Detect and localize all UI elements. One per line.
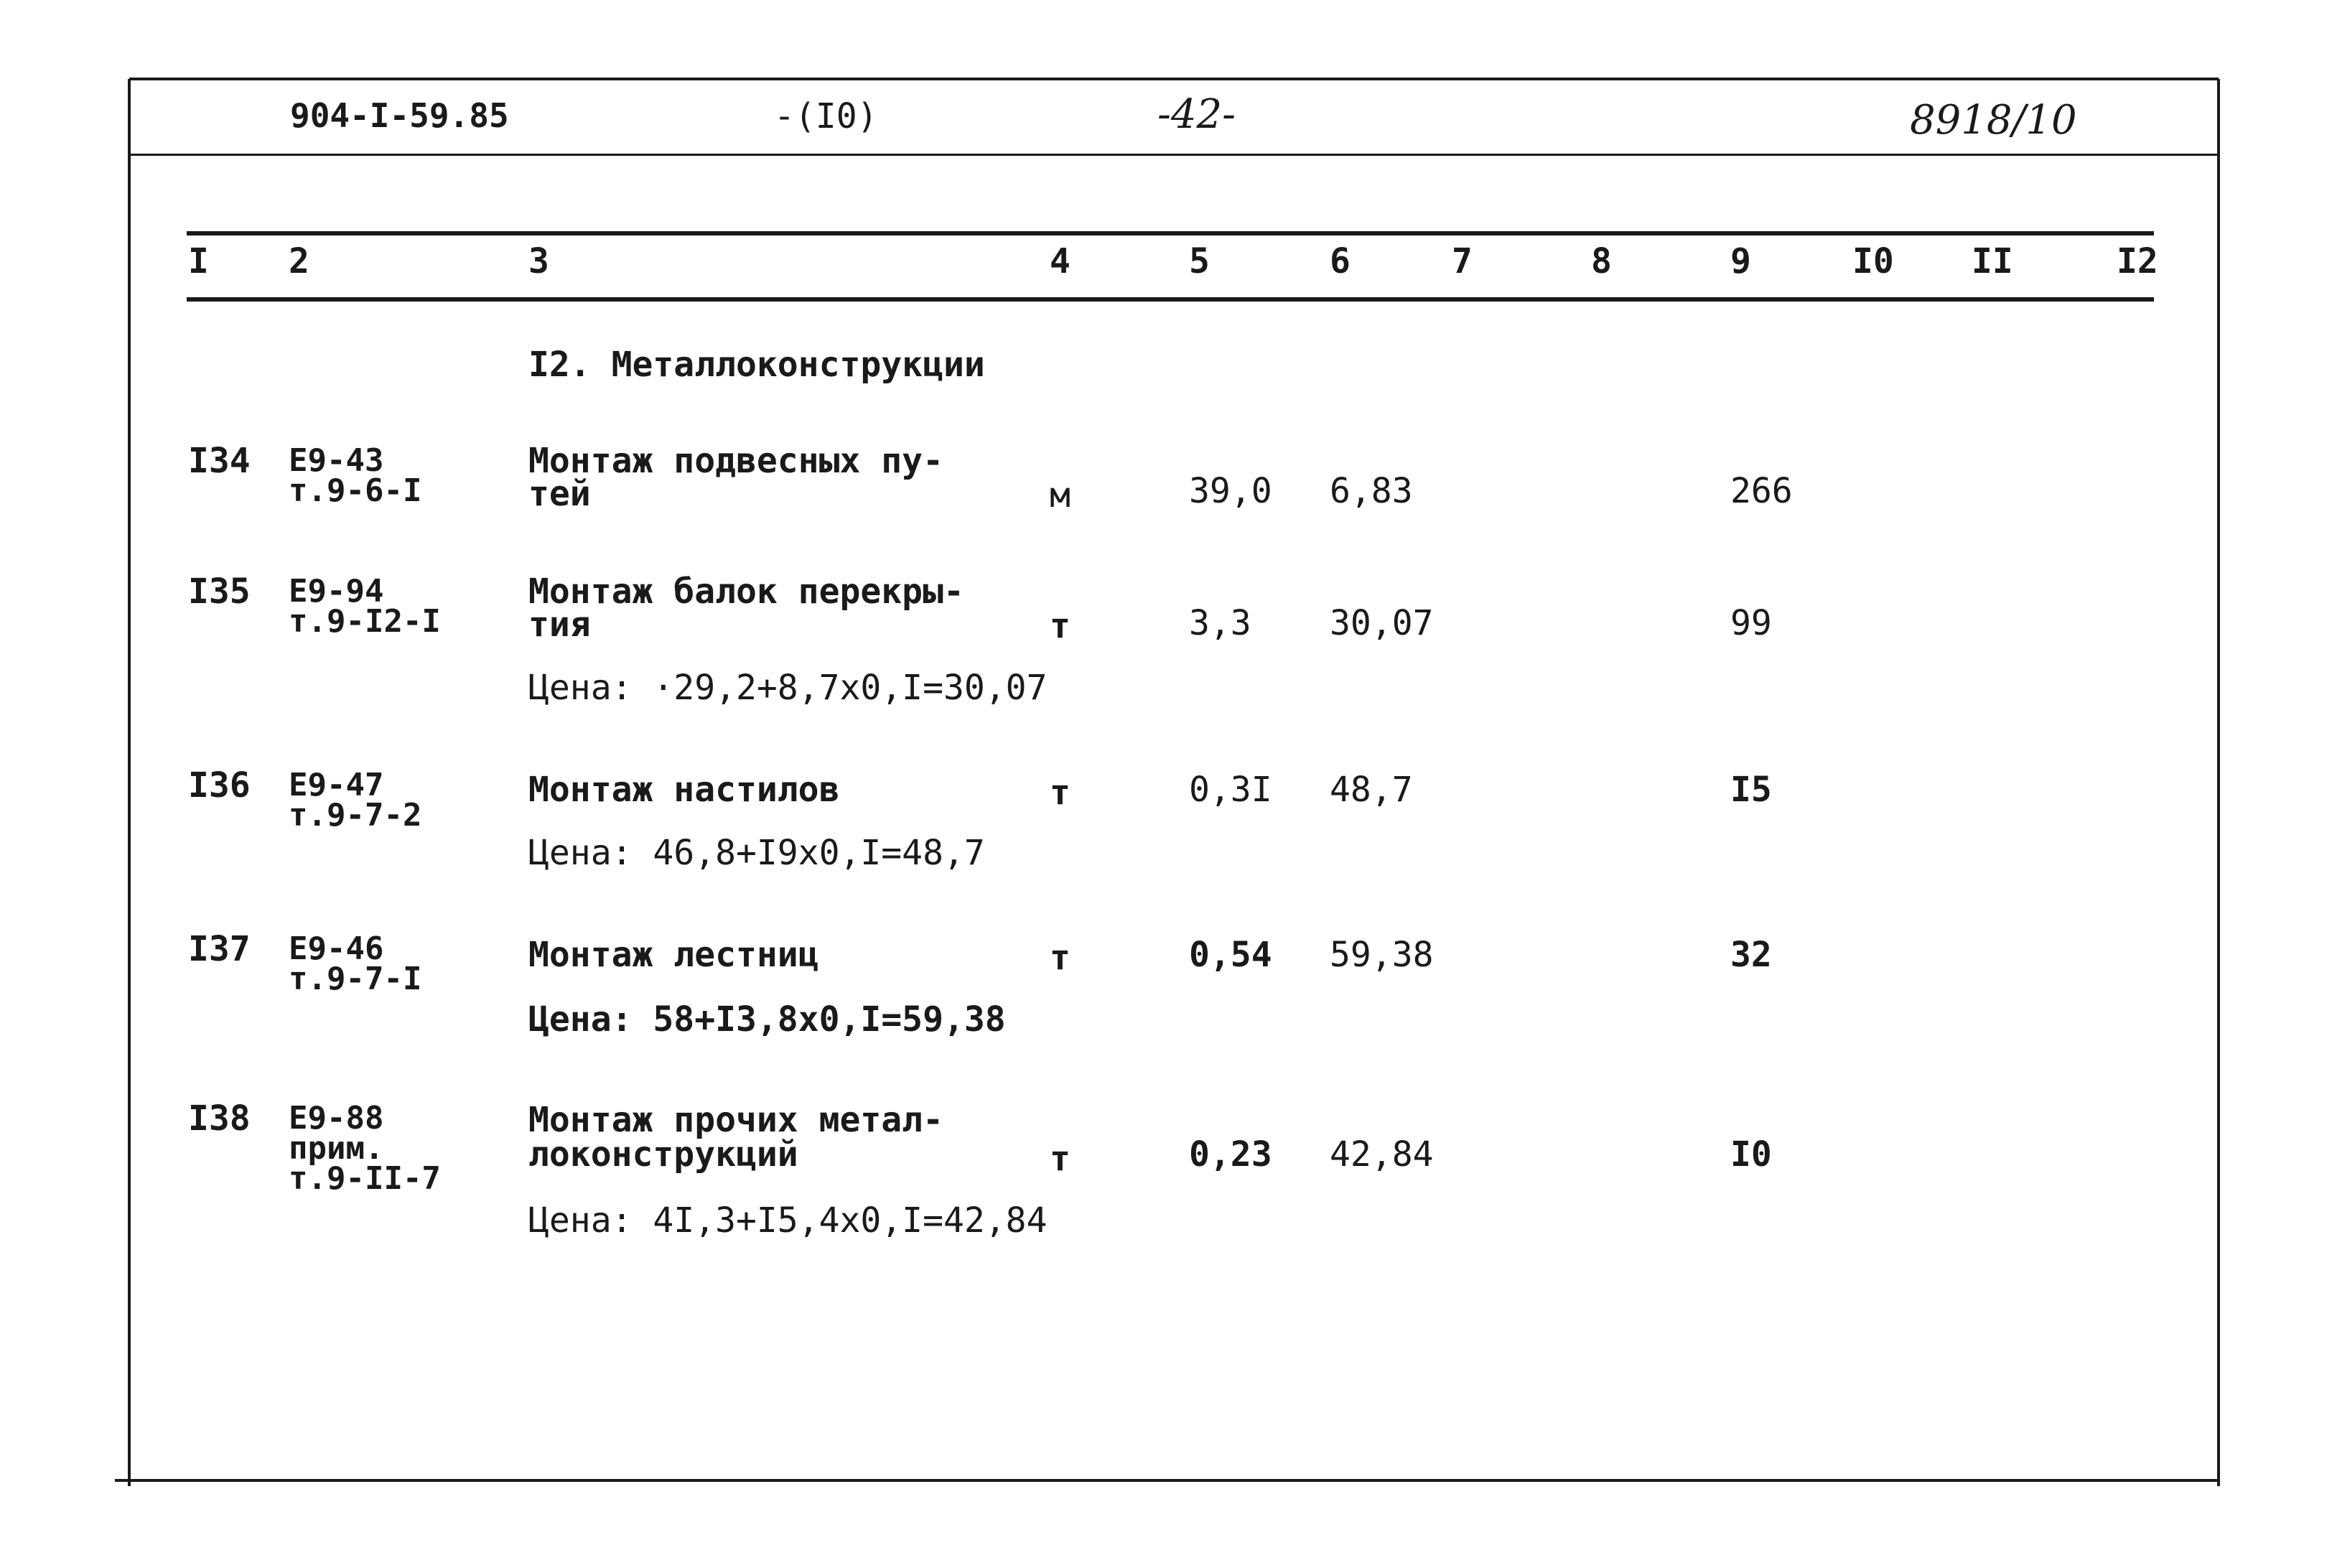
norm-table-ref: т.9-7-2 (289, 797, 422, 834)
norm-table-ref: т.9-I2-I (289, 603, 441, 640)
norm-code: Е9-88 (289, 1100, 384, 1137)
price-formula: Цена: 4I,3+I5,4х0,I=42,84 (528, 1200, 1048, 1241)
column-header-bottom-rule (187, 297, 2154, 302)
norm-table-ref: т.9-7-I (289, 961, 422, 997)
section-title: I2. Металлоконструкции (528, 345, 985, 385)
quantity: 0,54 (1189, 935, 1272, 975)
total-cost: I5 (1730, 770, 1772, 810)
work-description: локонструкций (528, 1134, 798, 1175)
total-cost: 32 (1730, 935, 1772, 975)
header-underline (129, 154, 2219, 156)
column-number: 3 (528, 241, 549, 281)
quantity: 3,3 (1189, 603, 1251, 643)
work-description: Монтаж прочих метал- (528, 1100, 943, 1140)
norm-code: Е9-94 (289, 573, 384, 610)
unit: т (1050, 773, 1071, 813)
section-number: -(I0) (774, 96, 878, 136)
unit: т (1050, 606, 1071, 646)
norm-note: прим. (289, 1130, 384, 1167)
unit-cost: 6,83 (1330, 471, 1413, 511)
norm-code: Е9-47 (289, 767, 384, 803)
total-cost: 99 (1730, 603, 1772, 643)
column-header-top-rule (187, 231, 2154, 235)
work-description: Монтаж подвесных пу- (528, 441, 943, 481)
column-number: 4 (1050, 241, 1071, 281)
quantity: 0,23 (1189, 1134, 1272, 1175)
row-number: I35 (188, 571, 251, 612)
norm-table-ref: т.9-II-7 (289, 1160, 441, 1197)
column-number: 8 (1591, 241, 1612, 281)
unit-cost: 48,7 (1330, 770, 1413, 810)
work-description: Монтаж лестниц (528, 935, 819, 975)
column-number: 6 (1330, 241, 1351, 281)
column-number: 5 (1189, 241, 1210, 281)
unit-cost: 59,38 (1330, 935, 1434, 975)
row-number: I37 (188, 929, 251, 969)
norm-code: Е9-46 (289, 930, 384, 967)
frame-bottom-line (115, 1479, 2219, 1482)
quantity: 0,3I (1189, 770, 1272, 810)
column-number: I0 (1852, 241, 1894, 281)
unit: т (1050, 1139, 1071, 1179)
column-number: I2 (2117, 241, 2158, 281)
column-number: 7 (1452, 241, 1473, 281)
norm-table-ref: т.9-6-I (289, 472, 422, 509)
work-description: тей (528, 474, 591, 514)
unit: т (1050, 938, 1071, 978)
unit: м (1050, 475, 1071, 515)
column-number: I (188, 241, 209, 281)
price-formula: Цена: 46,8+I9х0,I=48,7 (528, 833, 985, 873)
inventory-number: 8918/10 (1910, 97, 2077, 144)
column-number: 9 (1730, 241, 1751, 281)
frame-left-line (128, 79, 131, 1486)
column-number: II (1972, 241, 2013, 281)
total-cost: I0 (1730, 1134, 1772, 1175)
unit-cost: 42,84 (1330, 1134, 1434, 1175)
work-description: Монтаж балок перекры- (528, 571, 964, 612)
price-formula: Цена: 58+I3,8х0,I=59,38 (528, 999, 1006, 1040)
total-cost: 266 (1730, 471, 1793, 511)
work-description: Монтаж настилов (528, 770, 840, 810)
price-formula: Цена: ·29,2+8,7х0,I=30,07 (528, 668, 1048, 708)
page-number: -42- (1157, 91, 1236, 138)
document-code: 904-I-59.85 (290, 96, 509, 135)
row-number: I34 (188, 441, 251, 481)
norm-code: Е9-43 (289, 442, 384, 479)
frame-right-line (2217, 79, 2220, 1486)
quantity: 39,0 (1189, 471, 1272, 511)
column-number: 2 (289, 241, 309, 281)
row-number: I36 (188, 765, 251, 806)
row-number: I38 (188, 1098, 251, 1139)
work-description: тия (528, 605, 591, 645)
frame-top-line (129, 78, 2219, 80)
unit-cost: 30,07 (1330, 603, 1434, 643)
